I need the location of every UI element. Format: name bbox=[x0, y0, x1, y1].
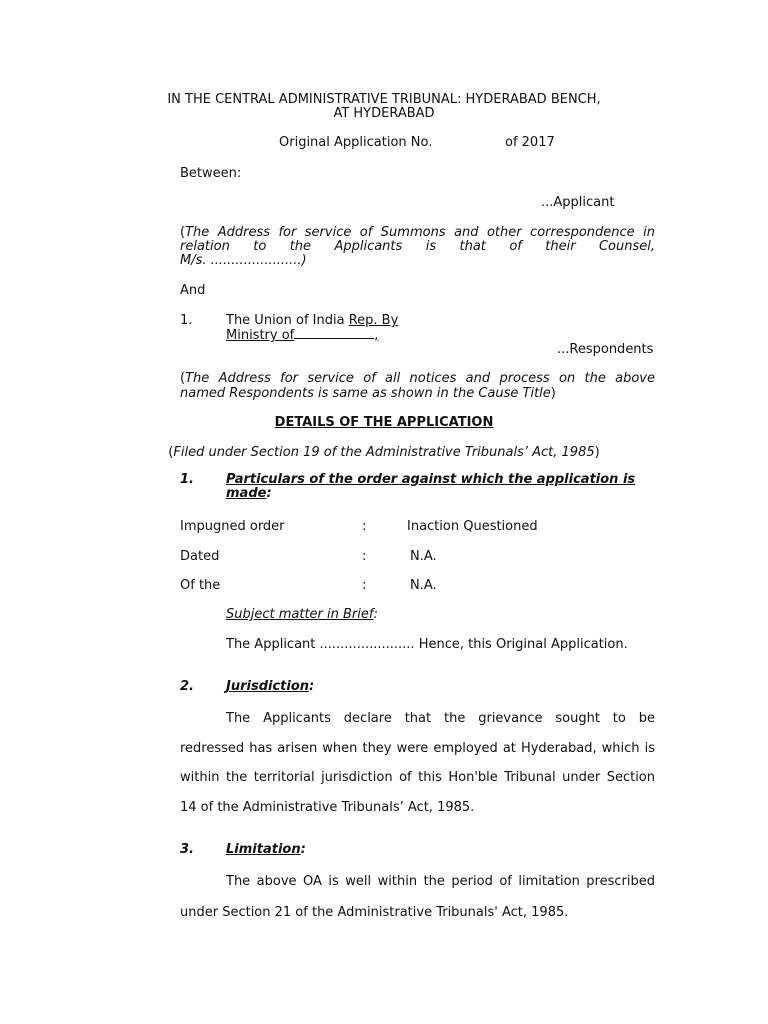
jurisdiction-line4: 14 of the Administrative Tribunals’ Act, 1985. bbox=[180, 800, 475, 815]
filed-under-note: (Filed under Section 19 of the Administrative Tribunals’ Act, 1985) bbox=[168, 445, 600, 460]
subject-matter-label: Subject matter in Brief: bbox=[226, 607, 378, 622]
limitation-line2: under Section 21 of the Administrative Tribunals' Act, 1985. bbox=[180, 905, 569, 920]
row-dated-sep: : bbox=[362, 549, 367, 564]
applicant-address-line2: relation to the Applicants is that of their Counsel, bbox=[180, 239, 655, 254]
row-of-the-label: Of the bbox=[180, 578, 221, 593]
row-impugned-label: Impugned order bbox=[180, 519, 285, 534]
respondent-address-line2: named Respondents is same as shown in the Cause Title) bbox=[180, 386, 556, 401]
row-of-the-sep: : bbox=[362, 578, 367, 593]
details-heading: DETAILS OF THE APPLICATION bbox=[274, 415, 494, 430]
section3-number: 3. bbox=[180, 842, 194, 857]
row-dated-value: N.A. bbox=[410, 549, 437, 564]
section1-title-line2: made: bbox=[226, 486, 272, 501]
limitation-line1: The above OA is well within the period of limitation prescribed bbox=[226, 874, 655, 889]
section3-title: Limitation: bbox=[226, 842, 306, 857]
section2-title: Jurisdiction: bbox=[226, 679, 315, 694]
jurisdiction-line1: The Applicants declare that the grievance sought to be bbox=[226, 711, 655, 726]
oa-year: of 2017 bbox=[505, 135, 555, 150]
court-title-line1: IN THE CENTRAL ADMINISTRATIVE TRIBUNAL: HYDERABAD BENCH, bbox=[167, 92, 601, 107]
jurisdiction-line3: within the territorial jurisdiction of this Hon'ble Tribunal under Section bbox=[180, 770, 655, 785]
subject-matter-text: The Applicant ....................... Hence, this Original Application. bbox=[226, 637, 628, 652]
court-title-line2: AT HYDERABAD bbox=[333, 106, 435, 121]
row-impugned-value: Inaction Questioned bbox=[407, 519, 538, 534]
respondent-number: 1. bbox=[180, 313, 193, 328]
applicant-label: ...Applicant bbox=[541, 195, 615, 210]
oa-number-label: Original Application No. bbox=[279, 135, 433, 150]
applicant-address-line1: (The Address for service of Summons and other correspondence in bbox=[180, 225, 655, 240]
respondent-line2: Ministry of , bbox=[226, 328, 379, 343]
respondent-address-line1: (The Address for service of all notices and process on the above bbox=[180, 371, 655, 386]
row-of-the-value: N.A. bbox=[410, 578, 437, 593]
applicant-address-line3: M/s. ......................) bbox=[180, 253, 307, 268]
respondents-label: ...Respondents bbox=[557, 342, 654, 357]
jurisdiction-line2: redressed has arisen when they were employed at Hyderabad, which is bbox=[180, 741, 655, 756]
and-label: And bbox=[180, 283, 206, 298]
row-dated-label: Dated bbox=[180, 549, 220, 564]
section1-title-line1: Particulars of the order against which the application is bbox=[226, 472, 636, 487]
row-impugned-sep: : bbox=[362, 519, 367, 534]
section2-number: 2. bbox=[180, 679, 194, 694]
between-label: Between: bbox=[180, 166, 242, 181]
respondent-line1: The Union of India Rep. By bbox=[226, 313, 399, 328]
section1-number: 1. bbox=[180, 472, 194, 487]
